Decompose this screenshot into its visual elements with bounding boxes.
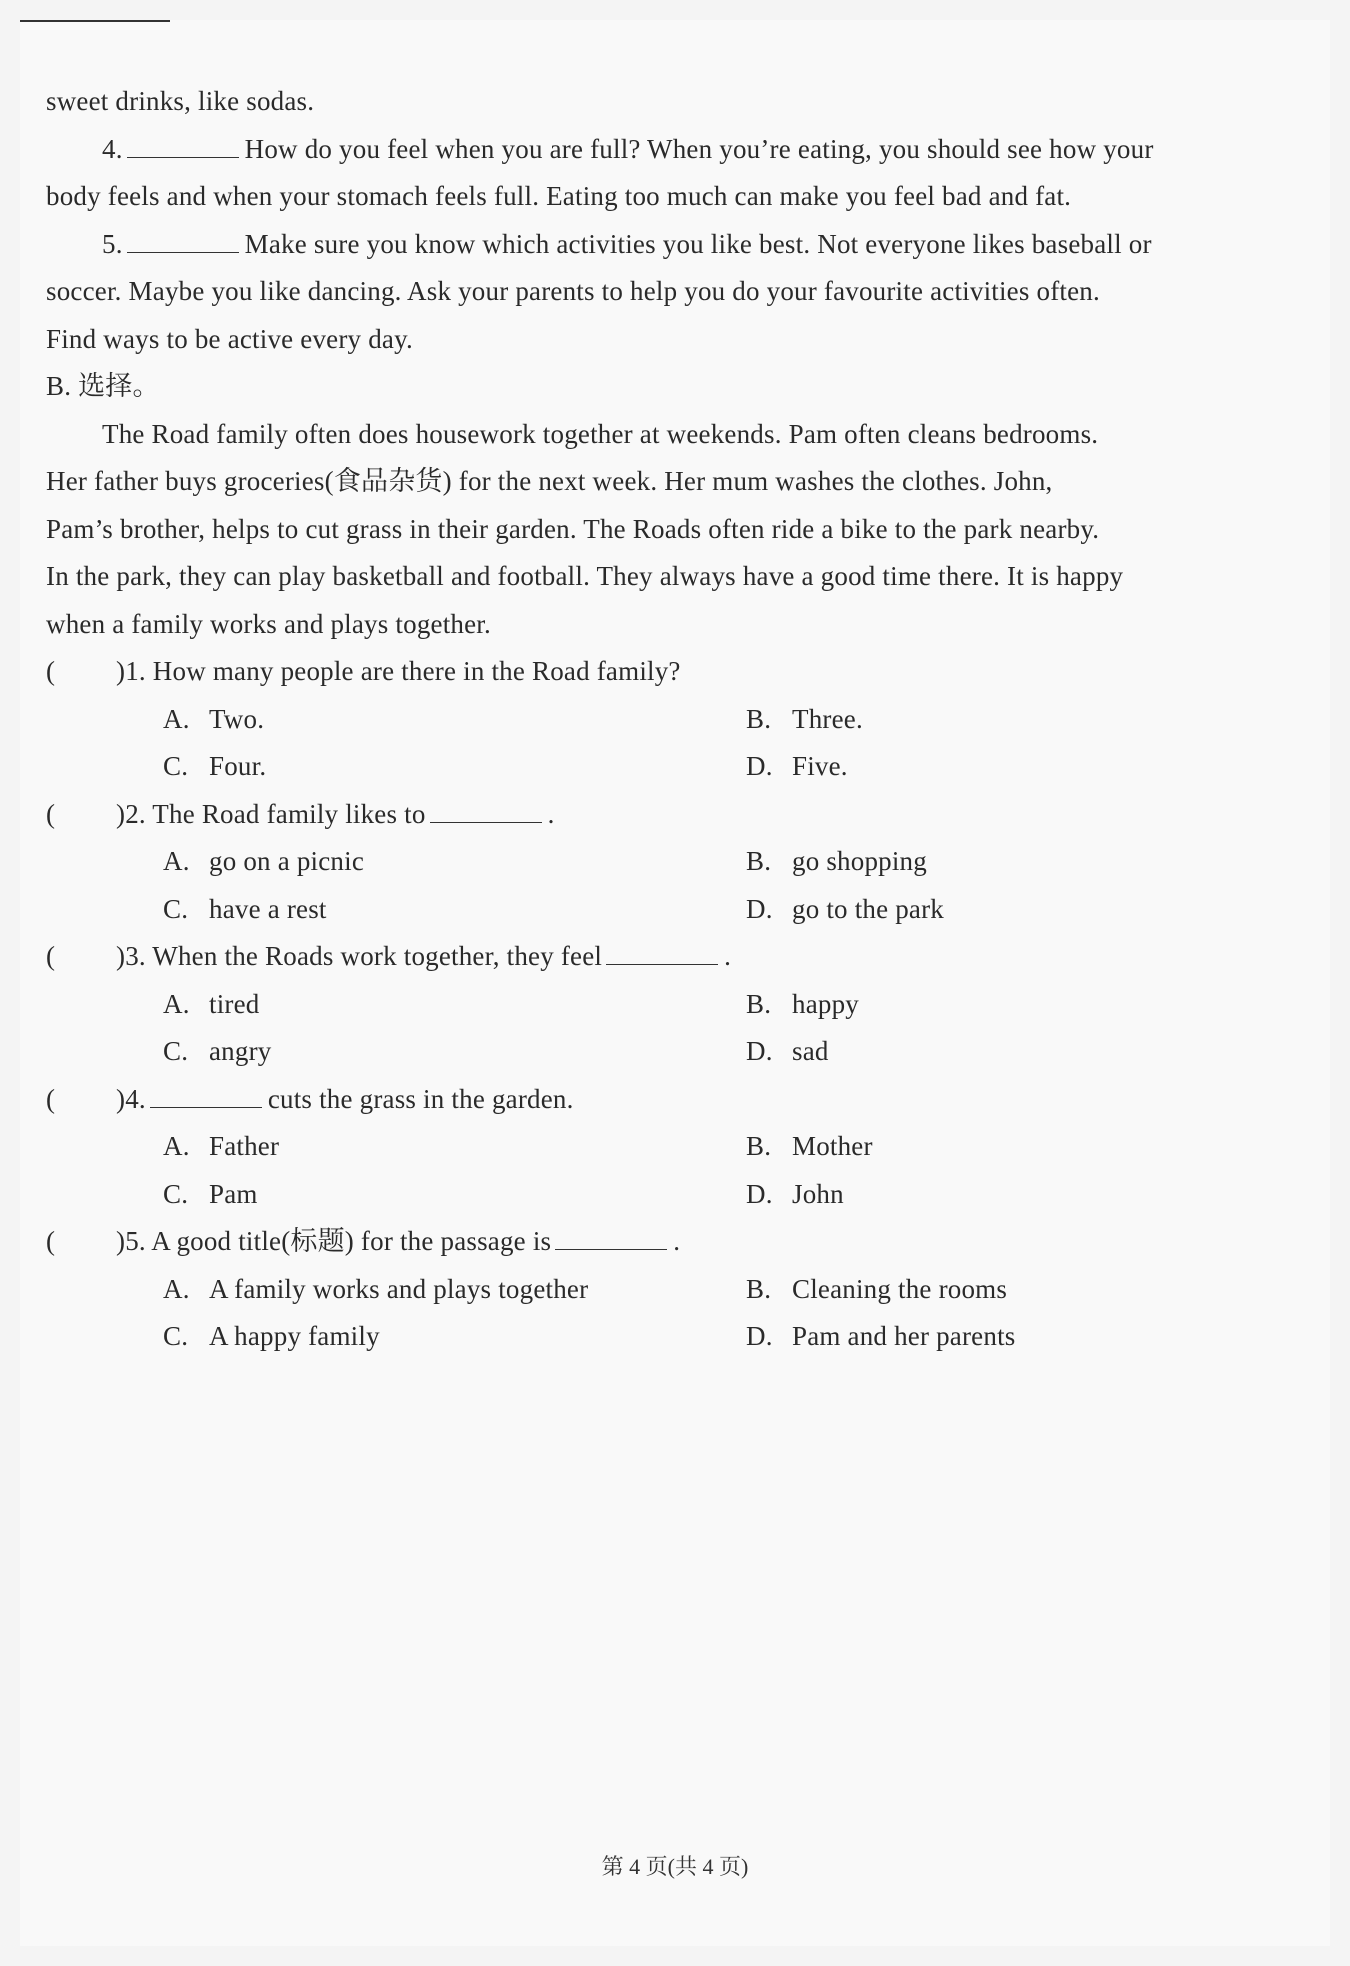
options-row bbox=[46, 1266, 1296, 1314]
options-row bbox=[46, 743, 1296, 791]
option-letter: A. bbox=[163, 1273, 190, 1304]
option-text: angry bbox=[209, 1036, 272, 1066]
option-text: happy bbox=[792, 988, 859, 1019]
option-c[interactable] bbox=[163, 1028, 271, 1076]
option-b[interactable] bbox=[746, 696, 863, 744]
option-text: go on a picnic bbox=[209, 846, 365, 876]
option-c[interactable] bbox=[163, 886, 327, 934]
passage-b-line: when a family works and plays together. bbox=[46, 608, 491, 639]
options-row bbox=[46, 696, 1296, 744]
option-letter: C. bbox=[163, 893, 189, 924]
passage-b-line: Her father buys groceries(食品杂货) for the next week. Her mum washes the clothes. John, bbox=[46, 466, 1053, 496]
item-5-line-1 bbox=[46, 221, 1296, 269]
option-a[interactable] bbox=[163, 1123, 279, 1171]
option-b[interactable] bbox=[746, 838, 927, 886]
option-text: go shopping bbox=[792, 846, 927, 876]
item-text: How do you feel when you are full? When you’re eating, you should see how your bbox=[244, 133, 1154, 164]
option-d[interactable] bbox=[746, 743, 848, 791]
option-letter: B. bbox=[746, 1273, 772, 1304]
option-text: Pam bbox=[209, 1178, 258, 1209]
top-rule bbox=[20, 20, 170, 22]
answer-blank[interactable] bbox=[127, 230, 239, 253]
answer-paren[interactable]: ( bbox=[46, 1226, 56, 1256]
option-letter: B. bbox=[746, 846, 772, 876]
option-letter: A. bbox=[163, 846, 190, 876]
option-a[interactable] bbox=[163, 696, 264, 744]
option-d[interactable] bbox=[746, 1313, 1015, 1361]
item-text: Make sure you know which activities you like best. Not everyone likes baseball or bbox=[244, 228, 1152, 259]
answer-blank[interactable] bbox=[555, 1227, 667, 1250]
option-text: Father bbox=[209, 1131, 280, 1161]
passage-b-line: In the park, they can play basketball and football. They always have a good time there. It is happy bbox=[46, 561, 1124, 591]
option-b[interactable] bbox=[746, 981, 859, 1029]
option-d[interactable] bbox=[746, 1171, 844, 1219]
option-letter: A. bbox=[163, 1131, 190, 1161]
option-a[interactable] bbox=[163, 1266, 588, 1314]
question-suffix: . bbox=[673, 1226, 681, 1256]
question-stem: )2. The Road family likes to bbox=[116, 798, 426, 829]
option-text: A happy family bbox=[209, 1321, 380, 1351]
question-5 bbox=[46, 1218, 1296, 1266]
option-letter: C. bbox=[163, 1178, 189, 1209]
option-c[interactable] bbox=[163, 743, 266, 791]
question-2 bbox=[46, 791, 1296, 839]
question-4 bbox=[46, 1076, 1296, 1124]
options-row bbox=[46, 1313, 1296, 1361]
answer-paren[interactable]: ( bbox=[46, 798, 56, 829]
option-a[interactable] bbox=[163, 981, 259, 1029]
question-text bbox=[116, 791, 555, 839]
answer-blank[interactable] bbox=[606, 942, 718, 965]
question-text bbox=[116, 1218, 680, 1266]
options-row bbox=[46, 1171, 1296, 1219]
option-text: Pam and her parents bbox=[792, 1321, 1016, 1351]
option-letter: C. bbox=[163, 1036, 189, 1066]
item-5-line-3: Find ways to be active every day. bbox=[46, 323, 413, 354]
option-letter: D. bbox=[746, 1178, 773, 1209]
option-letter: A. bbox=[163, 988, 190, 1019]
answer-blank[interactable] bbox=[150, 1085, 262, 1108]
passage-b-line: Pam’s brother, helps to cut grass in their garden. The Roads often ride a bike to the park nearby. bbox=[46, 513, 1100, 544]
option-text: A family works and plays together bbox=[209, 1273, 589, 1304]
option-letter: D. bbox=[746, 1321, 773, 1351]
question-text bbox=[116, 1076, 574, 1124]
option-text: go to the park bbox=[792, 893, 945, 924]
question-suffix: cuts the grass in the garden. bbox=[267, 1083, 574, 1114]
section-b-heading: B. 选择。 bbox=[46, 371, 160, 401]
options-row bbox=[46, 886, 1296, 934]
option-text: tired bbox=[209, 988, 260, 1019]
item-4-line-1 bbox=[46, 126, 1296, 174]
option-text: have a rest bbox=[209, 893, 327, 924]
option-letter: D. bbox=[746, 751, 773, 781]
option-letter: C. bbox=[163, 751, 189, 781]
option-c[interactable] bbox=[163, 1171, 258, 1219]
option-letter: B. bbox=[746, 988, 772, 1019]
options-row bbox=[46, 838, 1296, 886]
option-letter: C. bbox=[163, 1321, 189, 1351]
options-row bbox=[46, 1123, 1296, 1171]
question-stem: )3. When the Roads work together, they feel bbox=[116, 941, 603, 971]
question-suffix: . bbox=[724, 941, 732, 971]
option-text: Three. bbox=[792, 703, 863, 734]
passage-line: sweet drinks, like sodas. bbox=[46, 86, 315, 116]
question-text bbox=[116, 648, 681, 696]
answer-blank[interactable] bbox=[430, 800, 542, 823]
question-stem: )1. How many people are there in the Road family? bbox=[116, 656, 681, 686]
option-text: Four. bbox=[209, 751, 267, 781]
option-letter: D. bbox=[746, 1036, 773, 1066]
question-stem: )5. A good title(标题) for the passage is bbox=[116, 1226, 552, 1256]
option-d[interactable] bbox=[746, 1028, 829, 1076]
option-c[interactable] bbox=[163, 1313, 380, 1361]
option-text: Cleaning the rooms bbox=[792, 1273, 1008, 1304]
option-a[interactable] bbox=[163, 838, 364, 886]
answer-paren[interactable]: ( bbox=[46, 656, 56, 686]
option-text: sad bbox=[792, 1036, 829, 1066]
question-1 bbox=[46, 648, 1296, 696]
option-text: Mother bbox=[792, 1131, 873, 1161]
question-text bbox=[116, 933, 731, 981]
item-number: 4. bbox=[102, 133, 123, 164]
option-letter: A. bbox=[163, 703, 190, 734]
passage-a bbox=[46, 78, 1296, 1361]
option-text: Two. bbox=[209, 703, 265, 734]
option-b[interactable] bbox=[746, 1266, 1007, 1314]
answer-blank[interactable] bbox=[127, 135, 239, 158]
answer-paren[interactable]: ( bbox=[46, 941, 56, 971]
option-text: Five. bbox=[792, 751, 848, 781]
option-d[interactable] bbox=[746, 886, 944, 934]
question-stem: )4. bbox=[116, 1083, 146, 1114]
option-letter: D. bbox=[746, 893, 773, 924]
answer-paren[interactable]: ( bbox=[46, 1083, 56, 1114]
options-row bbox=[46, 1028, 1296, 1076]
question-suffix: . bbox=[547, 798, 555, 829]
item-4-line-2: body feels and when your stomach feels full. Eating too much can make you feel bad and fat. bbox=[46, 181, 1072, 211]
question-3 bbox=[46, 933, 1296, 981]
option-letter: B. bbox=[746, 703, 772, 734]
item-number: 5. bbox=[102, 228, 123, 259]
option-b[interactable] bbox=[746, 1123, 873, 1171]
options-row bbox=[46, 981, 1296, 1029]
item-5-line-2: soccer. Maybe you like dancing. Ask your parents to help you do your favourite activities often. bbox=[46, 276, 1100, 306]
option-letter: B. bbox=[746, 1131, 772, 1161]
option-text: John bbox=[792, 1178, 844, 1209]
page-footer: 第 4 页(共 4 页) bbox=[601, 1854, 749, 1879]
passage-b-line: The Road family often does housework together at weekends. Pam often cleans bedrooms. bbox=[102, 418, 1099, 449]
